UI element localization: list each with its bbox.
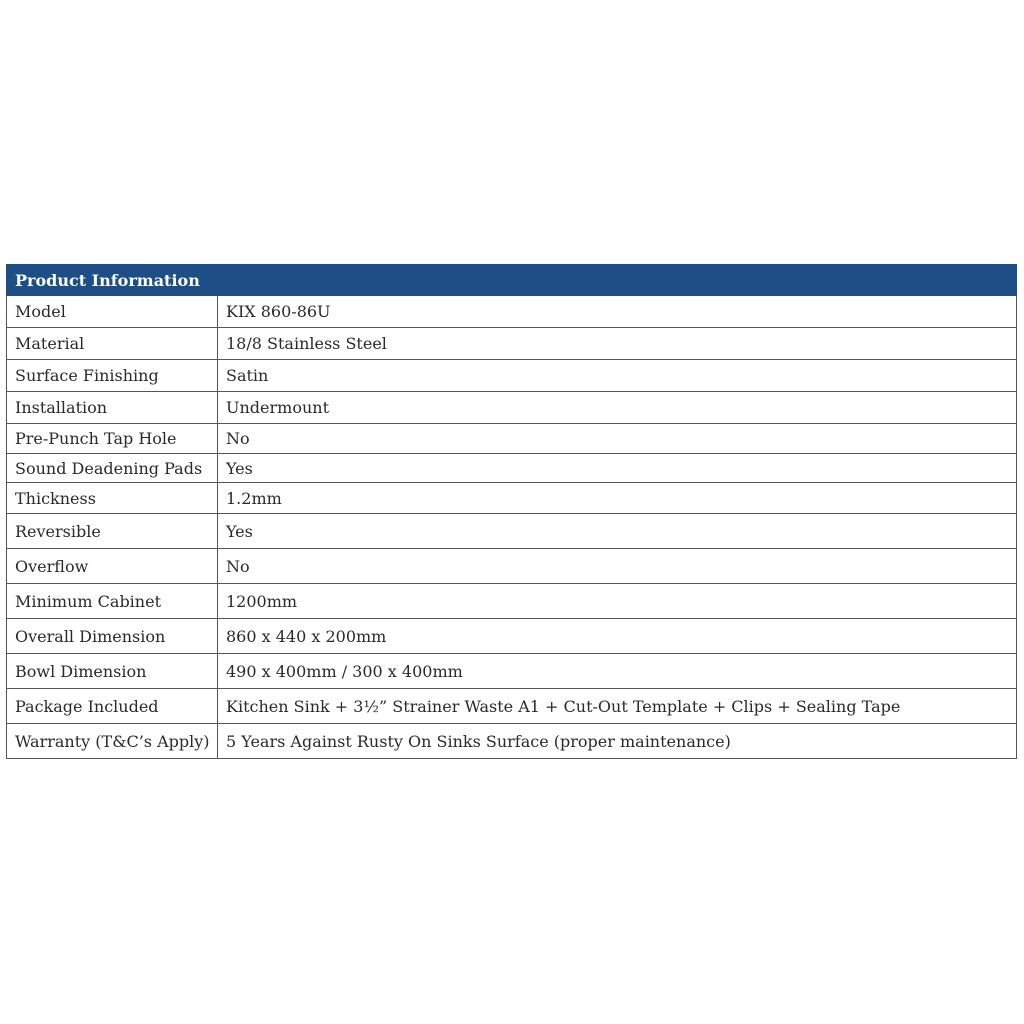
row-label-overall-dimension: Overall Dimension — [7, 619, 218, 654]
row-value-model: KIX 860-86U — [218, 296, 1017, 328]
table-row — [7, 619, 1017, 654]
table-row — [7, 549, 1017, 584]
table-row — [7, 424, 1017, 454]
table-row — [7, 360, 1017, 392]
row-label-pre-punch-tap-hole: Pre-Punch Tap Hole — [7, 424, 218, 454]
row-value-overflow: No — [218, 549, 1017, 584]
table-row — [7, 392, 1017, 424]
row-value-thickness: 1.2mm — [218, 483, 1017, 514]
row-value-pre-punch-tap-hole: No — [218, 424, 1017, 454]
product-information-table — [6, 264, 1017, 759]
row-label-material: Material — [7, 328, 218, 360]
row-label-thickness: Thickness — [7, 483, 218, 514]
row-value-package-included: Kitchen Sink + 3½” Strainer Waste A1 + Cut-Out Template + Clips + Sealing Tape — [218, 689, 1017, 724]
table-header-row — [7, 265, 1017, 296]
row-label-bowl-dimension: Bowl Dimension — [7, 654, 218, 689]
row-value-warranty: 5 Years Against Rusty On Sinks Surface (proper maintenance) — [218, 724, 1017, 759]
table-row — [7, 724, 1017, 759]
row-label-package-included: Package Included — [7, 689, 218, 724]
row-value-bowl-dimension: 490 x 400mm / 300 x 400mm — [218, 654, 1017, 689]
table-row — [7, 454, 1017, 483]
row-value-minimum-cabinet: 1200mm — [218, 584, 1017, 619]
row-label-minimum-cabinet: Minimum Cabinet — [7, 584, 218, 619]
table-row — [7, 584, 1017, 619]
product-information-table-wrapper — [6, 264, 1016, 759]
row-label-overflow: Overflow — [7, 549, 218, 584]
row-value-overall-dimension: 860 x 440 x 200mm — [218, 619, 1017, 654]
table-row — [7, 328, 1017, 360]
table-row — [7, 689, 1017, 724]
row-value-reversible: Yes — [218, 514, 1017, 549]
row-value-installation: Undermount — [218, 392, 1017, 424]
row-value-surface-finishing: Satin — [218, 360, 1017, 392]
row-value-sound-deadening-pads: Yes — [218, 454, 1017, 483]
row-value-material: 18/8 Stainless Steel — [218, 328, 1017, 360]
row-label-reversible: Reversible — [7, 514, 218, 549]
table-row — [7, 514, 1017, 549]
table-row — [7, 483, 1017, 514]
table-title: Product Information — [7, 265, 1017, 296]
row-label-model: Model — [7, 296, 218, 328]
row-label-installation: Installation — [7, 392, 218, 424]
table-row — [7, 296, 1017, 328]
row-label-warranty: Warranty (T&C’s Apply) — [7, 724, 218, 759]
row-label-sound-deadening-pads: Sound Deadening Pads — [7, 454, 218, 483]
table-row — [7, 654, 1017, 689]
row-label-surface-finishing: Surface Finishing — [7, 360, 218, 392]
